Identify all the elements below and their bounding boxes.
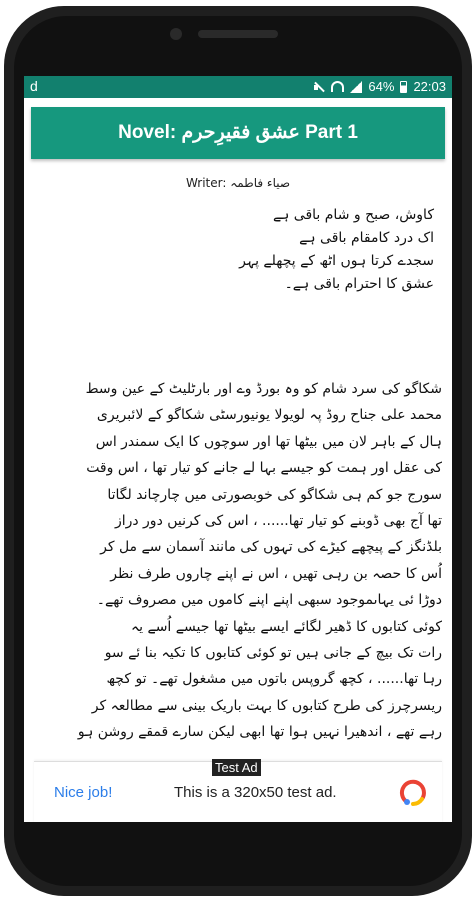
mute-icon [313,81,325,93]
clock: 22:03 [413,79,446,94]
ad-tag: Test Ad [212,759,261,776]
story-line: تھا آج بھی ڈوبنے کو تیار تھا...... ، اس کی کرنیں دور دراز [114,513,442,530]
battery-percent: 64% [368,79,395,94]
story-line: ہال کے باہر لان میں بیٹھا تھا اور سوچوں کا ایک سمندر اس [95,433,442,450]
story-line: سورج جو کم ہی شکاگو کی خوبصورتی میں چارچاند لگاتا [107,486,442,503]
ad-text: This is a 320x50 test ad. [174,784,337,801]
wifi-icon [331,81,344,92]
story-line: ریسرچرز کی طرح کتابوں کا بہت باریک بینی سے مطالعہ کر [91,697,442,714]
story-text[interactable] [32,376,442,746]
story-line: کوئی کتابوں کا ڈھیر لگائے ایسے بیٹھا تھا جیسے اُسے یہ [130,618,442,635]
poem-line: عشق کا احترام باقی ہے۔ [284,276,434,292]
page-title-bar [31,107,445,159]
signal-icon [350,81,362,93]
poem [104,204,434,296]
story-line: محمد علی جناح روڈ پہ لویولا یونیورسٹی شکاگو کے لائبریری [96,407,442,424]
poem-line: کاوش، صبح و شام باقی ہے [272,207,434,223]
story-line: کی عقل اور ہمت کو جیسے بہا لے جانے کو تیار تھا ، اس وقت [86,460,442,477]
battery-icon [400,81,407,93]
page-title: Novel: عشق فقیرِحرم Part 1 [118,122,358,143]
ad-cta[interactable]: Nice job! [54,784,113,801]
status-right [313,79,446,94]
ad-logo-icon [398,778,428,808]
poem-line: اک درد کامقام باقی ہے [299,230,434,246]
story-line: بلڈنگز کے پیچھے کیڑے کی تہوں کی مانند آسمان سے مل کر [100,539,442,556]
story-line: رہا تھا...... ، کچھ گروپس باتوں میں مشغول تھے۔ تو کچھ [106,671,442,688]
front-camera [170,28,182,40]
story-line: اُس کا حصہ بن رہی تھیں ، اس نے اپنے چاروں طرف نظر [110,565,442,582]
writer-credit: Writer: صیاء فاطمہ [185,176,291,190]
story-line: دوڑا ئی یہاںموجود سبھی اپنے اپنے کاموں میں مصروف تھے۔ [96,592,442,609]
status-bar [24,76,452,98]
story-line: رہے تھے ، اندھیرا نہیں ہوا تھا ابھی لیکن سارے قمقے روشن ہو [77,724,442,741]
story-line: شکاگو کی سرد شام کو وہ بورڈ وے اور بارٹلیٹ کے عین وسط [85,381,442,397]
earpiece-speaker [198,30,278,38]
app-screen [24,76,452,822]
app-notification-icon: d [30,78,38,94]
ad-banner[interactable] [34,761,442,822]
story-line: رات تک بیچ کے جانی ہیں تو کوئی کتابوں کا تکیہ بنا ئے سو [104,645,442,662]
poem-line: سجدے کرتا ہوں اٹھ کے پچھلے پہر [239,253,434,269]
